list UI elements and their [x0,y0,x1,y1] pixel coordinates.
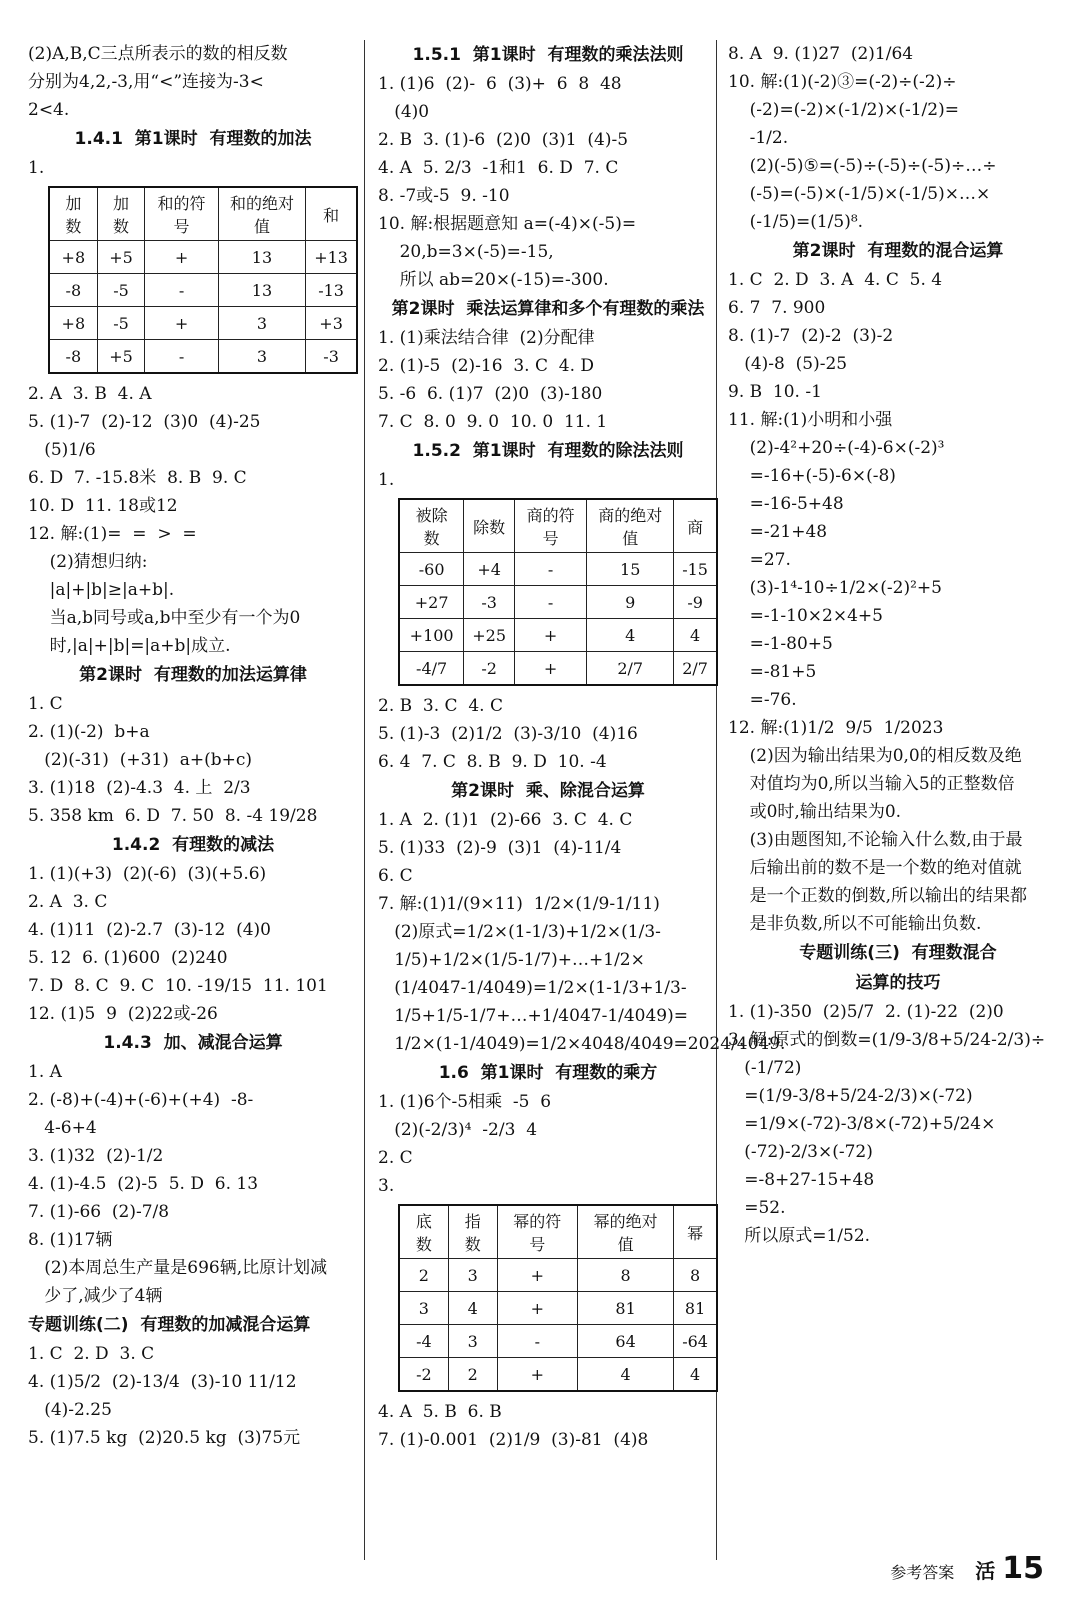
answer-line: 2. (-8)+(-4)+(-6)+(+4) -8- [28,1090,254,1110]
answer-line: (3)由题图知,不论输入什么数,由于最 [728,830,1023,850]
table-cell: -8 [49,340,97,374]
answer-line: 所以 ab=20×(-15)=-300. [378,270,609,290]
table-row [399,652,717,686]
table-cell: 3 [218,340,306,374]
table-cell: + [515,652,587,686]
table-header-cell: 和的绝对值 [218,187,306,241]
answer-line: 2. B 3. (1)-6 (2)0 (3)1 (4)-5 [378,130,629,150]
table-cell: + [497,1358,577,1392]
answer-line: 3. (1)32 (2)-1/2 [28,1146,164,1166]
section-heading: 1.6 第1课时 有理数的乘方 [438,1063,658,1083]
table-header-row [49,187,357,241]
answer-line: (-2)=(-2)×(-1/2)×(-1/2)= [728,100,959,120]
footer-prefix: 活 [975,1559,996,1583]
answer-line: 5. (1)-3 (2)1/2 (3)-3/10 (4)16 [378,724,638,744]
answer-line: 12. (1)5 9 (2)22或-26 [28,1004,218,1024]
table-cell: 2/7 [674,652,717,686]
answer-line: 1. C 2. D 3. C [28,1344,155,1364]
table-cell: -4 [399,1325,448,1358]
table-cell: + [497,1259,577,1292]
answer-line: 11. 解:(1)小明和小强 [728,410,893,430]
table-cell: 8 [674,1259,717,1292]
table-header-cell: 底数 [399,1205,448,1259]
answer-line: (2)因为输出结果为0,0的相反数及绝 [728,746,1022,766]
answer-line: (-5)=(-5)×(-1/5)×(-1/5)×…× [728,184,991,204]
table-row [399,1292,717,1325]
answer-line: 2. A 3. B 4. A [28,384,152,404]
section-heading: 专题训练(三) 有理数混合 [799,943,997,963]
answer-lines [28,40,358,124]
table-cell: +13 [306,241,357,274]
answer-line: 1/2×(1-1/4049)=1/2×4048/4049=2024/4049. [378,1034,786,1054]
answer-line: =-16-5+48 [728,494,844,514]
answer-line: 1/5+1/5-1/7+…+1/4047-1/4049)= [378,1006,689,1026]
table-row [399,1358,717,1392]
answer-line: 1. (1)6 (2)- 6 (3)+ 6 8 48 [378,74,622,94]
answer-line: 5. (1)7.5 kg (2)20.5 kg (3)75元 [28,1428,301,1448]
answer-lines [728,998,1068,1250]
answer-line: =-21+48 [728,522,828,542]
table-cell: 15 [587,553,674,586]
answer-line: 分别为4,2,-3,用“<”连接为-3< [28,72,264,92]
section-heading: 第2课时 乘法运算律和多个有理数的乘法 [391,299,705,319]
section-heading: 专题训练(二) 有理数的加减混合运算 [28,1315,311,1335]
table-cell: - [145,340,218,374]
answer-line: (2)本周总生产量是696辆,比原计划减 [28,1258,328,1278]
table-cell: 4 [448,1292,497,1325]
answer-line: 2. C [378,1148,413,1168]
answer-line: 当a,b同号或a,b中至少有一个为0 [28,608,301,628]
table-row [49,340,357,374]
table-cell: + [145,307,218,340]
table-header-cell: 商 [674,499,717,553]
answer-line: =27. [728,550,791,570]
table-cell: 81 [674,1292,717,1325]
answer-line: 3. 解:原式的倒数=(1/9-3/8+5/24-2/3)÷ [728,1030,1046,1050]
table-header-cell: 商的绝对值 [587,499,674,553]
answer-line: 7. C 8. 0 9. 0 10. 0 11. 1 [378,412,608,432]
answer-line: 6. 7 7. 900 [728,298,826,318]
answer-line: (4)0 [378,102,430,122]
answer-lines [28,860,358,1028]
answer-line: 对值均为0,所以当输入5的正整数倍 [728,774,1015,794]
power-table [398,1204,718,1392]
section-heading: 1.5.1 第1课时 有理数的乘法法则 [412,45,684,65]
answer-lines [378,1088,718,1172]
answer-lines [28,1058,358,1310]
table-row [399,1259,717,1292]
table-row [399,553,717,586]
page-number: 15 [1002,1551,1044,1586]
section-heading: 第2课时 乘、除混合运算 [451,781,645,801]
answer-line: =-76. [728,690,797,710]
question-number: 3. [378,1176,395,1196]
answer-line: (2)猜想归纳: [28,552,148,572]
table-row [399,619,717,652]
table-cell: 64 [577,1325,673,1358]
answer-line: 5. (1)33 (2)-9 (3)1 (4)-11/4 [378,838,622,858]
table-cell: 4 [674,619,717,652]
table-cell: +27 [399,586,464,619]
answer-line: 后输出前的数不是一个数的绝对值就 [728,858,1022,878]
answer-line: 6. 4 7. C 8. B 9. D 10. -4 [378,752,607,772]
answer-line: 8. (1)17辆 [28,1230,113,1250]
table-cell: -5 [97,274,145,307]
answer-line: 7. (1)-66 (2)-7/8 [28,1202,170,1222]
table-cell: -13 [306,274,357,307]
answer-line: (-1/5)=(1/5)⁸. [728,212,864,232]
table-cell: +5 [97,340,145,374]
answer-line: 8. A 9. (1)27 (2)1/64 [728,44,914,64]
answer-line: (4)-8 (5)-25 [728,354,848,374]
table-cell: -2 [399,1358,448,1392]
table-cell: 4 [577,1358,673,1392]
answer-line: 1. C [28,694,63,714]
answer-line: 4-6+4 [28,1118,97,1138]
answer-line: 5. 12 6. (1)600 (2)240 [28,948,228,968]
answer-line: =-1-10×2×4+5 [728,606,883,626]
table-cell: -3 [464,586,515,619]
table-cell: 81 [577,1292,673,1325]
answer-lines [728,40,1068,236]
table-header-row [399,1205,717,1259]
table-cell: -2 [464,652,515,686]
answer-line: =-81+5 [728,662,817,682]
answer-line: 1. (1)(+3) (2)(-6) (3)(+5.6) [28,864,267,884]
answer-lines [378,324,718,436]
section-heading: 1.5.2 第1课时 有理数的除法法则 [412,441,684,461]
answer-lines [28,1340,358,1452]
answer-line: =-1-80+5 [728,634,833,654]
table-cell: + [497,1292,577,1325]
answer-line: 10. D 11. 18或12 [28,496,178,516]
answer-line: (4)-2.25 [28,1400,112,1420]
table-row [49,274,357,307]
answer-line: 7. D 8. C 9. C 10. -19/15 11. 101 [28,976,328,996]
answer-lines [378,692,718,776]
table-header-cell: 加数 [49,187,97,241]
answer-line: 4. (1)5/2 (2)-13/4 (3)-10 11/12 [28,1372,297,1392]
answer-line: 7. (1)-0.001 (2)1/9 (3)-81 (4)8 [378,1430,649,1450]
answer-line: 1. (1)6个-5相乘 -5 6 [378,1092,552,1112]
table-header-cell: 幂的绝对值 [577,1205,673,1259]
table-header-cell: 指数 [448,1205,497,1259]
answer-line: (2)原式=1/2×(1-1/3)+1/2×(1/3- [378,922,661,942]
answer-line: 6. C [378,866,413,886]
answer-line: (2)(-31) (+31) a+(b+c) [28,750,252,770]
page-footer [890,1551,1044,1586]
answer-lines [728,266,1068,938]
answer-lines [28,380,358,660]
table-cell: 4 [587,619,674,652]
table-cell: -64 [674,1325,717,1358]
answer-line: 1. (1)-350 (2)5/7 2. (1)-22 (2)0 [728,1002,1004,1022]
table-cell: +3 [306,307,357,340]
answer-lines [378,1398,718,1454]
table-cell: 2 [448,1358,497,1392]
answer-line: 2. (1)(-2) b+a [28,722,150,742]
section-heading: 1.4.2 有理数的减法 [111,835,275,855]
answer-line: =1/9×(-72)-3/8×(-72)+5/24× [728,1114,996,1134]
table-header-row [399,499,717,553]
answer-line: 4. A 5. 2/3 -1和1 6. D 7. C [378,158,619,178]
table-row [49,241,357,274]
table-header-cell: 加数 [97,187,145,241]
table-cell: 9 [587,586,674,619]
section-heading: 第2课时 有理数的混合运算 [792,241,1004,261]
table-cell: 4 [674,1358,717,1392]
answer-line: 1. C 2. D 3. A 4. C 5. 4 [728,270,943,290]
answer-line: 2. B 3. C 4. C [378,696,503,716]
table-row [399,586,717,619]
answer-line: 12. 解:(1)1/2 9/5 1/2023 [728,718,944,738]
answer-line: 1. A 2. (1)1 (2)-66 3. C 4. C [378,810,633,830]
answer-line: 是非负数,所以不可能输出负数. [728,914,982,934]
table-cell: -5 [97,307,145,340]
answer-line: 2<4. [28,100,70,120]
table-header-cell: 幂 [674,1205,717,1259]
table-cell: 2 [399,1259,448,1292]
answer-line: 1/5)+1/2×(1/5-1/7)+…+1/2× [378,950,645,970]
table-cell: - [497,1325,577,1358]
answer-line: 10. 解:根据题意知 a=(-4)×(-5)= [378,214,637,234]
answer-line: (1/4047-1/4049)=1/2×(1-1/3+1/3- [378,978,687,998]
answer-line: (-1/72) [728,1058,802,1078]
table-cell: - [145,274,218,307]
answer-line: 7. 解:(1)1/(9×11) 1/2×(1/9-1/11) [378,894,660,914]
table-header-cell: 幂的符号 [497,1205,577,1259]
answer-line: 1. A [28,1062,62,1082]
answer-line: 4. (1)-4.5 (2)-5 5. D 6. 13 [28,1174,259,1194]
table-cell: 3 [448,1259,497,1292]
answer-line: (2)A,B,C三点所表示的数的相反数 [28,44,288,64]
answer-line: 6. D 7. -15.8米 8. B 9. C [28,468,247,488]
table-header-cell: 和 [306,187,357,241]
table-cell: +25 [464,619,515,652]
answer-line: (2)(-5)⑤=(-5)÷(-5)÷(-5)÷…÷ [728,156,997,176]
column-divider [364,40,365,1560]
table-header-cell: 商的符号 [515,499,587,553]
answer-lines [28,690,358,830]
footer-label: 参考答案 [890,1563,955,1582]
answer-line: (-72)-2/3×(-72) [728,1142,873,1162]
addition-table [48,186,358,374]
table-cell: 13 [218,274,306,307]
answer-line: 时,|a|+|b|=|a+b|成立. [28,636,231,656]
table-row [49,307,357,340]
section-heading: 1.4.3 加、减混合运算 [103,1033,283,1053]
answer-line: 12. 解:(1)= = > = [28,524,197,544]
table-cell: +8 [49,241,97,274]
table-header-cell: 除数 [464,499,515,553]
answer-line: (3)-1⁴-10÷1/2×(-2)²+5 [728,578,942,598]
table-cell: 3 [218,307,306,340]
table-cell: -15 [674,553,717,586]
question-number: 1. [378,470,395,490]
table-cell: + [145,241,218,274]
table-cell: +100 [399,619,464,652]
answer-line: 10. 解:(1)(-2)③=(-2)÷(-2)÷ [728,72,957,92]
section-heading-continued: 运算的技巧 [855,973,941,993]
answer-line: 2. (1)-5 (2)-16 3. C 4. D [378,356,595,376]
table-cell: -3 [306,340,357,374]
answer-line: (5)1/6 [28,440,96,460]
table-cell: - [515,553,587,586]
answer-line: 1. (1)乘法结合律 (2)分配律 [378,328,595,348]
table-cell: -9 [674,586,717,619]
section-heading: 第2课时 有理数的加法运算律 [79,665,307,685]
table-header-cell: 被除数 [399,499,464,553]
table-cell: -60 [399,553,464,586]
table-cell: + [515,619,587,652]
answer-lines [378,806,786,1058]
table-cell: 2/7 [587,652,674,686]
table-cell: +5 [97,241,145,274]
table-row [399,1325,717,1358]
table-cell: 13 [218,241,306,274]
answer-column-1 [28,40,358,1452]
answer-line: (2)(-2/3)⁴ -2/3 4 [378,1120,538,1140]
section-heading: 1.4.1 第1课时 有理数的加法 [74,129,312,149]
table-header-cell: 和的符号 [145,187,218,241]
answer-column-3 [728,40,1068,1250]
answer-line: 8. (1)-7 (2)-2 (3)-2 [728,326,894,346]
table-cell: -4/7 [399,652,464,686]
answer-line: 是一个正数的倒数,所以输出的结果都 [728,886,1028,906]
answer-line: =(1/9-3/8+5/24-2/3)×(-72) [728,1086,973,1106]
division-table [398,498,718,686]
answer-line: 少了,减少了4辆 [28,1286,163,1306]
answer-line: |a|+|b|≥|a+b|. [28,580,175,600]
answer-line: 5. -6 6. (1)7 (2)0 (3)-180 [378,384,603,404]
table-cell: - [515,586,587,619]
answer-line: =-16+(-5)-6×(-8) [728,466,896,486]
answer-line: 或0时,输出结果为0. [728,802,902,822]
answer-line: 20,b=3×(-5)=-15, [378,242,554,262]
answer-line: 8. -7或-5 9. -10 [378,186,510,206]
table-cell: 8 [577,1259,673,1292]
answer-line: =52. [728,1198,786,1218]
answer-line: 5. (1)-7 (2)-12 (3)0 (4)-25 [28,412,261,432]
table-cell: -8 [49,274,97,307]
answer-line: 4. A 5. B 6. B [378,1402,502,1422]
question-number: 1. [28,158,45,178]
answer-line: -1/2. [728,128,789,148]
answer-line: (2)-4²+20÷(-4)-6×(-2)³ [728,438,945,458]
answer-line: =-8+27-15+48 [728,1170,875,1190]
table-cell: 3 [448,1325,497,1358]
answer-line: 所以原式=1/52. [728,1226,871,1246]
answer-line: 9. B 10. -1 [728,382,822,402]
table-cell: +4 [464,553,515,586]
answer-line: 3. (1)18 (2)-4.3 4. 上 2/3 [28,778,251,798]
answer-line: 2. A 3. C [28,892,108,912]
table-cell: +8 [49,307,97,340]
answer-lines [378,70,718,294]
table-cell: 3 [399,1292,448,1325]
answer-line: 4. (1)11 (2)-2.7 (3)-12 (4)0 [28,920,271,940]
answer-line: 5. 358 km 6. D 7. 50 8. -4 19/28 [28,806,318,826]
